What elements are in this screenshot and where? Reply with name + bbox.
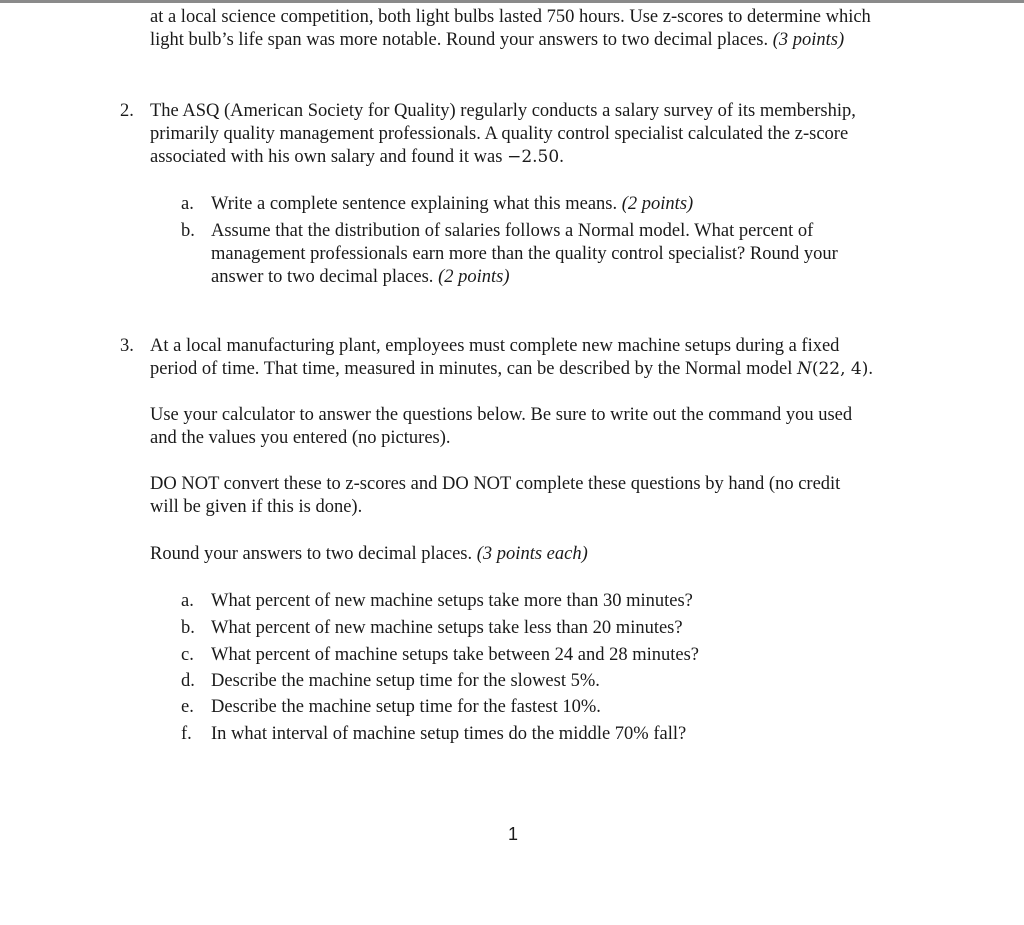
intro-line-1: at a local science competition, both light bulbs lasted 750 hours. Use z-scores to determine which [150, 7, 871, 27]
q2-line-1: The ASQ (American Society for Quality) regularly conducts a salary survey of its membership, [150, 101, 856, 121]
q3-item-c-label: c. [181, 645, 194, 665]
q2-b-points: (2 points) [438, 267, 510, 287]
normal-model-params: (22, 4) [811, 359, 869, 379]
q3-item-a-label: a. [181, 591, 194, 611]
q3-line-1: At a local manufacturing plant, employees must complete new machine setups during a fixed [150, 336, 840, 356]
q3-rounding-instruction [150, 543, 588, 566]
q3-item-b-text: What percent of new machine setups take less than 20 minutes? [211, 618, 683, 638]
donot-line-1: DO NOT convert these to z-scores and DO NOT complete these questions by hand (no credit [150, 474, 841, 494]
top-border [0, 0, 1024, 3]
q3-item-f-text: In what interval of machine setup times do the middle 70% fall? [211, 724, 687, 744]
intro-line-2 [150, 29, 871, 52]
q3-item-b-label: b. [181, 618, 195, 638]
q2-b-line-3 [211, 266, 838, 289]
q3-item-d-text: Describe the machine setup time for the slowest 5%. [211, 671, 600, 691]
q2-b-line-1: Assume that the distribution of salaries follows a Normal model. What percent of [211, 221, 814, 241]
q2-line-3-end: . [559, 147, 564, 167]
question-1-continuation [150, 6, 871, 52]
q3-item-c-text: What percent of machine setups take between 24 and 28 minutes? [211, 645, 700, 665]
question-2-text [150, 100, 856, 169]
q3-item-d-label: d. [181, 671, 195, 691]
page-number: 1 [508, 824, 519, 844]
q3-item-f-label: f. [181, 724, 192, 744]
q2-a-text: Write a complete sentence explaining what this means. [211, 194, 618, 214]
q2-line-2: primarily quality management professionals. A quality control specialist calculated the z-score [150, 124, 849, 144]
q2-b-line-2: management professionals earn more than the quality control specialist? Round your [211, 244, 838, 264]
q3-calculator-instructions [150, 404, 852, 450]
q3-item-e-text: Describe the machine setup time for the fastest 10%. [211, 697, 601, 717]
calc-line-2: and the values you entered (no pictures). [150, 428, 451, 448]
q3-item-a-text: What percent of new machine setups take more than 30 minutes? [211, 591, 693, 611]
q3-line-2-text: period of time. That time, measured in minutes, can be described by the Normal model [150, 359, 797, 379]
intro-line-2-text: light bulb’s life span was more notable. Round your answers to two decimal places. [150, 30, 769, 50]
round-points: (3 points each) [476, 544, 588, 564]
round-line [150, 543, 588, 566]
q2-b-last-text: answer to two decimal places. [211, 267, 434, 287]
z-score-value: −2.50 [507, 147, 560, 167]
q3-do-not-instructions [150, 473, 840, 519]
question-3-text [150, 335, 873, 381]
q2-item-a-label: a. [181, 194, 194, 214]
q2-line-3 [150, 146, 856, 169]
q3-line-2 [150, 358, 873, 381]
q3-item-e-label: e. [181, 697, 194, 717]
question-2-number: 2. [120, 101, 134, 121]
q2-item-a-text [211, 193, 693, 216]
round-text: Round your answers to two decimal places. [150, 544, 473, 564]
donot-line-2: will be given if this is done). [150, 497, 363, 517]
q2-a-points: (2 points) [621, 194, 694, 214]
calc-line-1: Use your calculator to answer the questions below. Be sure to write out the command you used [150, 405, 853, 425]
q2-item-b-label: b. [181, 221, 195, 241]
q3-line-2-end: . [868, 359, 874, 379]
q2-line-3-text: associated with his own salary and found it was [150, 147, 508, 167]
question-3-number: 3. [120, 336, 134, 356]
intro-points: (3 points) [772, 30, 845, 50]
q2-item-b-text [211, 220, 838, 289]
normal-model-symbol: N [796, 359, 812, 379]
